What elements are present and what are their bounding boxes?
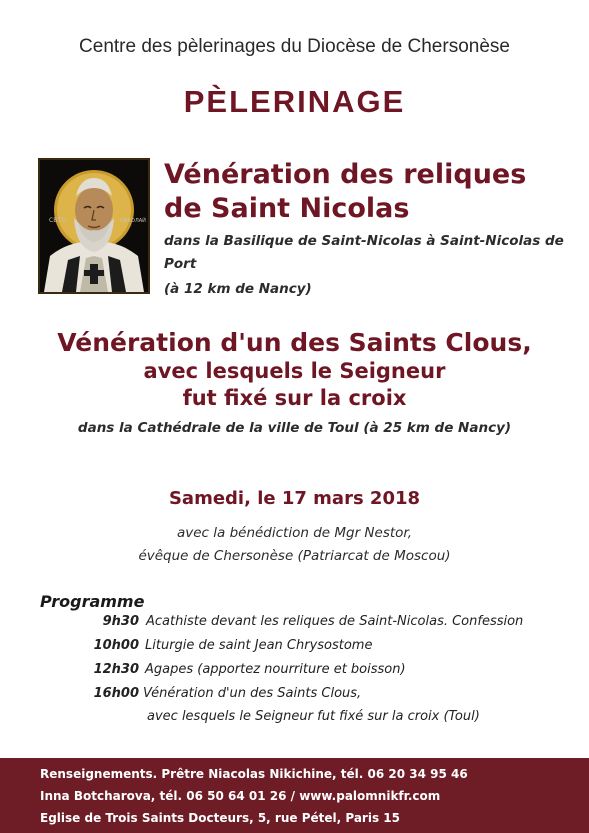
section2-title-line1: Vénération d'un des Saints Clous, (57, 328, 532, 357)
icon-inscription-right: НИКОЛАЙ (120, 218, 146, 224)
contact-footer (0, 758, 589, 833)
section1-distance: (à 12 km de Nancy) (164, 281, 312, 297)
programme-title: Programme (40, 592, 145, 611)
programme-time: 10h00 (93, 638, 139, 653)
icon-inscription-left: СВТЪ (49, 217, 66, 224)
programme-desc: Vénération d'un des Saints Clous, (143, 686, 362, 701)
page-headline: PÈLERINAGE (183, 84, 406, 119)
programme-item (0, 638, 589, 660)
section1-title-line2: de Saint Nicolas (164, 193, 410, 224)
programme-item (0, 662, 589, 684)
event-date: Samedi, le 17 mars 2018 (168, 488, 421, 509)
programme-desc: Liturgie de saint Jean Chrysostome (145, 638, 373, 653)
programme-desc: Agapes (apportez nourriture et boisson) (145, 662, 406, 677)
section1-location: dans la Basilique de Saint-Nicolas à Saint-Nicolas de Port (164, 233, 564, 272)
programme-time: 12h30 (93, 662, 139, 677)
programme-item (0, 709, 589, 731)
programme-item (0, 614, 589, 636)
section-holy-nail (0, 328, 589, 438)
section1-title-line1: Vénération des reliques (164, 159, 527, 190)
programme-time: 16h00 (93, 686, 139, 701)
blessing-line1: avec la bénédiction de Mgr Nestor, (176, 525, 413, 541)
programme-desc: Acathiste devant les reliques de Saint-Nicolas. Confession (146, 614, 524, 629)
footer-line2: Inna Botcharova, tél. 06 50 64 01 26 / www.palomnikfr.com (40, 789, 441, 803)
footer-line3: Eglise de Trois Saints Docteurs, 5, rue Pétel, Paris 15 (40, 811, 400, 825)
section2-title-line3: fut fixé sur la croix (182, 386, 407, 410)
blessing-text (0, 522, 589, 568)
saint-nicholas-icon-image (38, 158, 150, 294)
section-relics (164, 158, 584, 301)
footer-line1: Renseignements. Prêtre Niacolas Nikichine, tél. 06 20 34 95 46 (40, 767, 468, 781)
programme-desc: avec lesquels le Seigneur fut fixé sur la croix (Toul) (147, 709, 480, 724)
section2-title-line2: avec lesquels le Seigneur (143, 359, 446, 383)
programme-time: 9h30 (102, 614, 139, 629)
blessing-line2: évêque de Chersonèse (Patriarcat de Moscou) (138, 548, 451, 564)
organization-title: Centre des pèlerinages du Diocèse de Chersonèse (79, 36, 510, 57)
programme-item (0, 686, 589, 708)
section2-location: dans la Cathédrale de la ville de Toul (à 25 km de Nancy) (77, 420, 512, 436)
